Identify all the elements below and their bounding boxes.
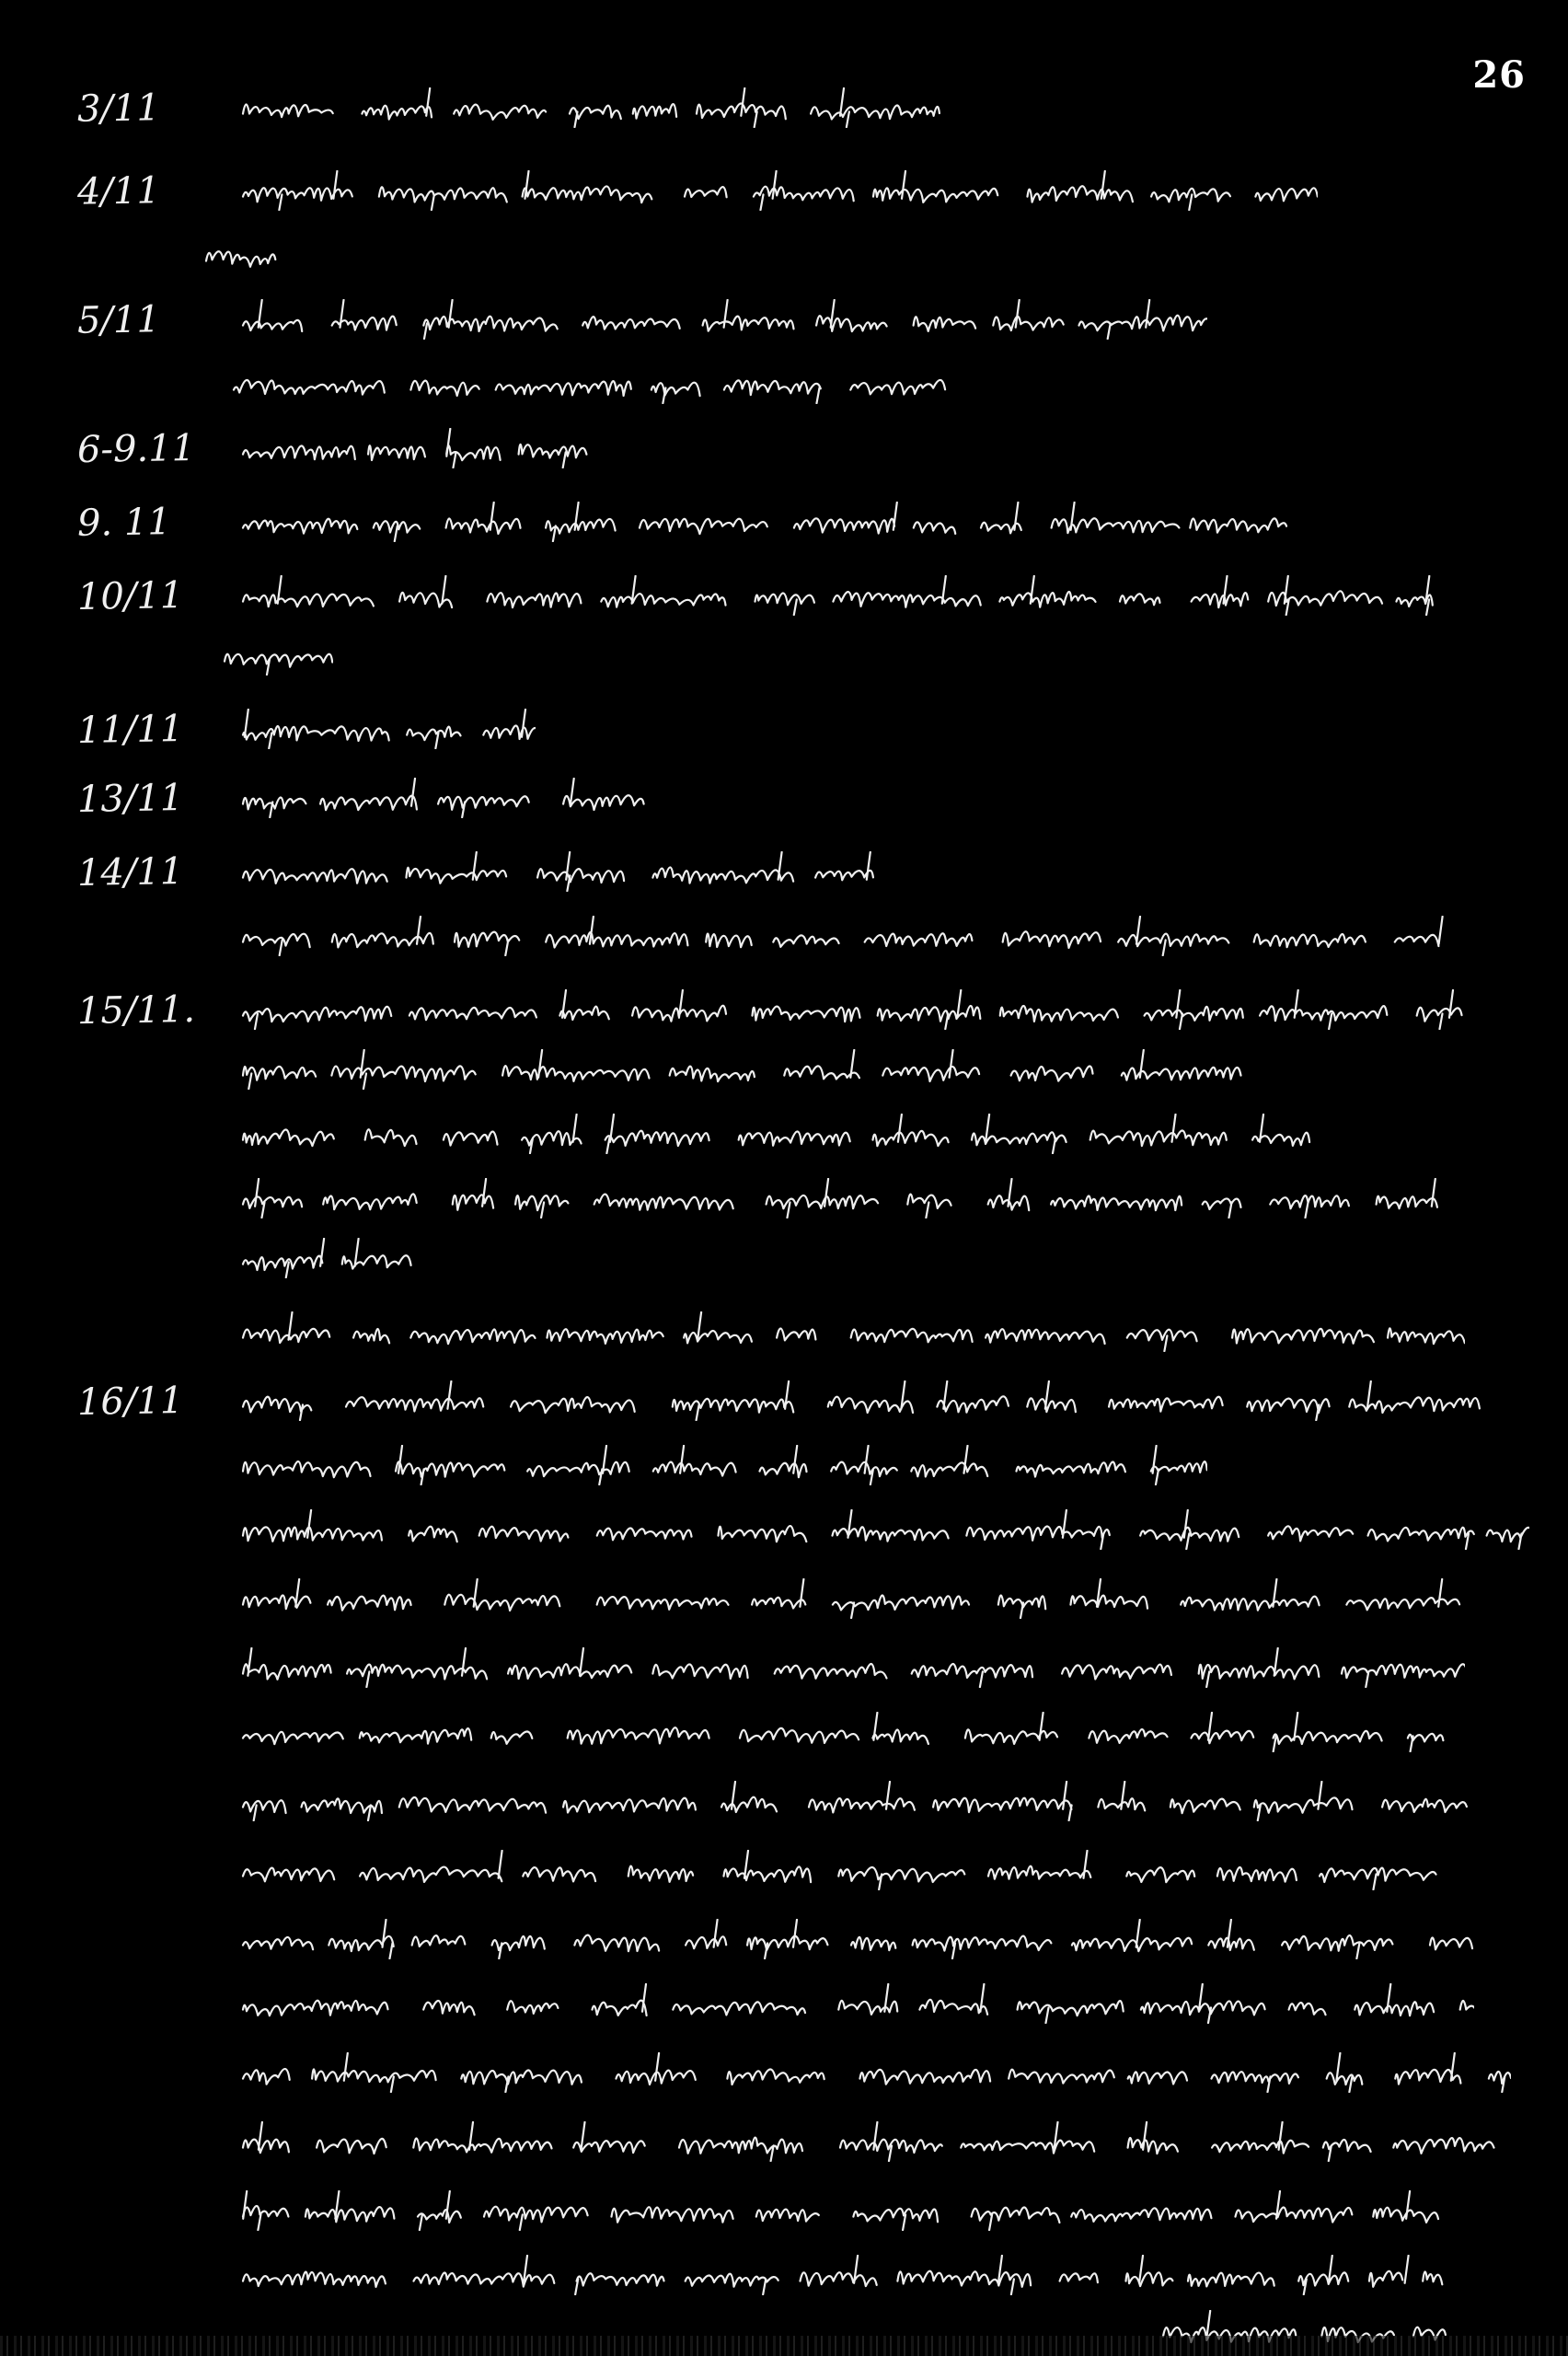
handwriting-scribble <box>241 916 1447 956</box>
entry-date: 6-9.11 <box>76 426 196 472</box>
entry-date: 13/11 <box>76 776 184 822</box>
entry-line <box>0 709 1568 764</box>
entry-line <box>0 502 1568 557</box>
handwriting-scribble <box>241 1712 1447 1752</box>
handwriting-scribble <box>241 1311 1465 1352</box>
entry-line <box>0 1311 1568 1367</box>
handwriting-scribble <box>241 87 940 128</box>
handwriting-scribble <box>241 2190 1465 2231</box>
handwriting-scribble <box>241 1781 1474 1821</box>
entry-date: 10/11 <box>76 573 184 619</box>
handwriting-scribble <box>232 364 950 404</box>
handwriting-scribble <box>241 170 1318 211</box>
handwriting-scribble <box>241 428 591 468</box>
entry-line <box>0 235 1568 290</box>
handwriting-scribble <box>241 575 1437 616</box>
entry-line <box>0 299 1568 354</box>
entry-line <box>0 170 1568 225</box>
handwriting-scribble <box>241 2255 1447 2295</box>
entry-line <box>0 1238 1568 1293</box>
scan-edge-noise <box>0 2336 1568 2356</box>
page-number: 26 <box>1472 53 1526 97</box>
handwriting-scribble <box>241 709 536 749</box>
entry-line <box>0 1380 1568 1436</box>
handwriting-scribble <box>241 502 1299 542</box>
entry-line <box>0 1445 1568 1500</box>
handwriting-scribble <box>241 2121 1502 2162</box>
entry-line <box>0 87 1568 143</box>
handwriting-scribble <box>241 1114 1345 1154</box>
entry-date: 11/11 <box>76 707 184 753</box>
entry-line <box>0 1850 1568 1905</box>
entry-line <box>0 364 1568 419</box>
entry-line <box>0 1647 1568 1703</box>
entry-line <box>0 1049 1568 1104</box>
handwriting-scribble <box>241 2052 1511 2093</box>
handwriting-scribble <box>241 1380 1483 1421</box>
entry-date: 14/11 <box>76 849 184 895</box>
handwriting-scribble <box>241 989 1465 1030</box>
entry-line <box>0 1114 1568 1169</box>
entry-line <box>0 1578 1568 1634</box>
entry-line <box>0 1983 1568 2038</box>
entry-line <box>0 1178 1568 1233</box>
handwriting-scribble <box>241 1647 1465 1688</box>
entry-line <box>0 575 1568 630</box>
handwriting-scribble <box>241 851 876 892</box>
handwriting-scribble <box>241 1983 1474 2024</box>
handwriting-scribble <box>241 1178 1465 1218</box>
entry-line <box>0 851 1568 907</box>
entry-line <box>0 1781 1568 1836</box>
entry-line <box>0 778 1568 833</box>
entry-line <box>0 1509 1568 1565</box>
handwriting-scribble <box>241 1509 1529 1550</box>
handwriting-scribble <box>204 235 306 275</box>
entry-line <box>0 2121 1568 2177</box>
entry-line <box>0 916 1568 971</box>
entry-date: 3/11 <box>76 87 161 131</box>
handwriting-scribble <box>241 1445 1207 1485</box>
entry-line <box>0 1712 1568 1767</box>
handwriting-scribble <box>241 1238 416 1278</box>
entry-line <box>0 635 1568 690</box>
handwriting-scribble <box>241 1578 1465 1619</box>
entry-date: 5/11 <box>76 298 161 342</box>
handwriting-scribble <box>241 299 1207 340</box>
entry-line <box>0 2190 1568 2246</box>
entry-line <box>0 1919 1568 1974</box>
entry-date: 4/11 <box>76 169 161 214</box>
entry-line <box>0 2255 1568 2310</box>
handwriting-scribble <box>241 778 646 818</box>
entry-line <box>0 428 1568 483</box>
entry-date: 16/11 <box>76 1379 184 1425</box>
handwriting-scribble <box>241 1919 1474 1959</box>
entry-line <box>0 989 1568 1045</box>
handwriting-scribble <box>241 1850 1437 1890</box>
entry-date: 15/11. <box>76 987 196 1034</box>
handwriting-scribble <box>223 635 333 676</box>
entry-line <box>0 2052 1568 2108</box>
handwriting-scribble <box>241 1049 1244 1090</box>
entry-date: 9. 11 <box>76 501 172 545</box>
